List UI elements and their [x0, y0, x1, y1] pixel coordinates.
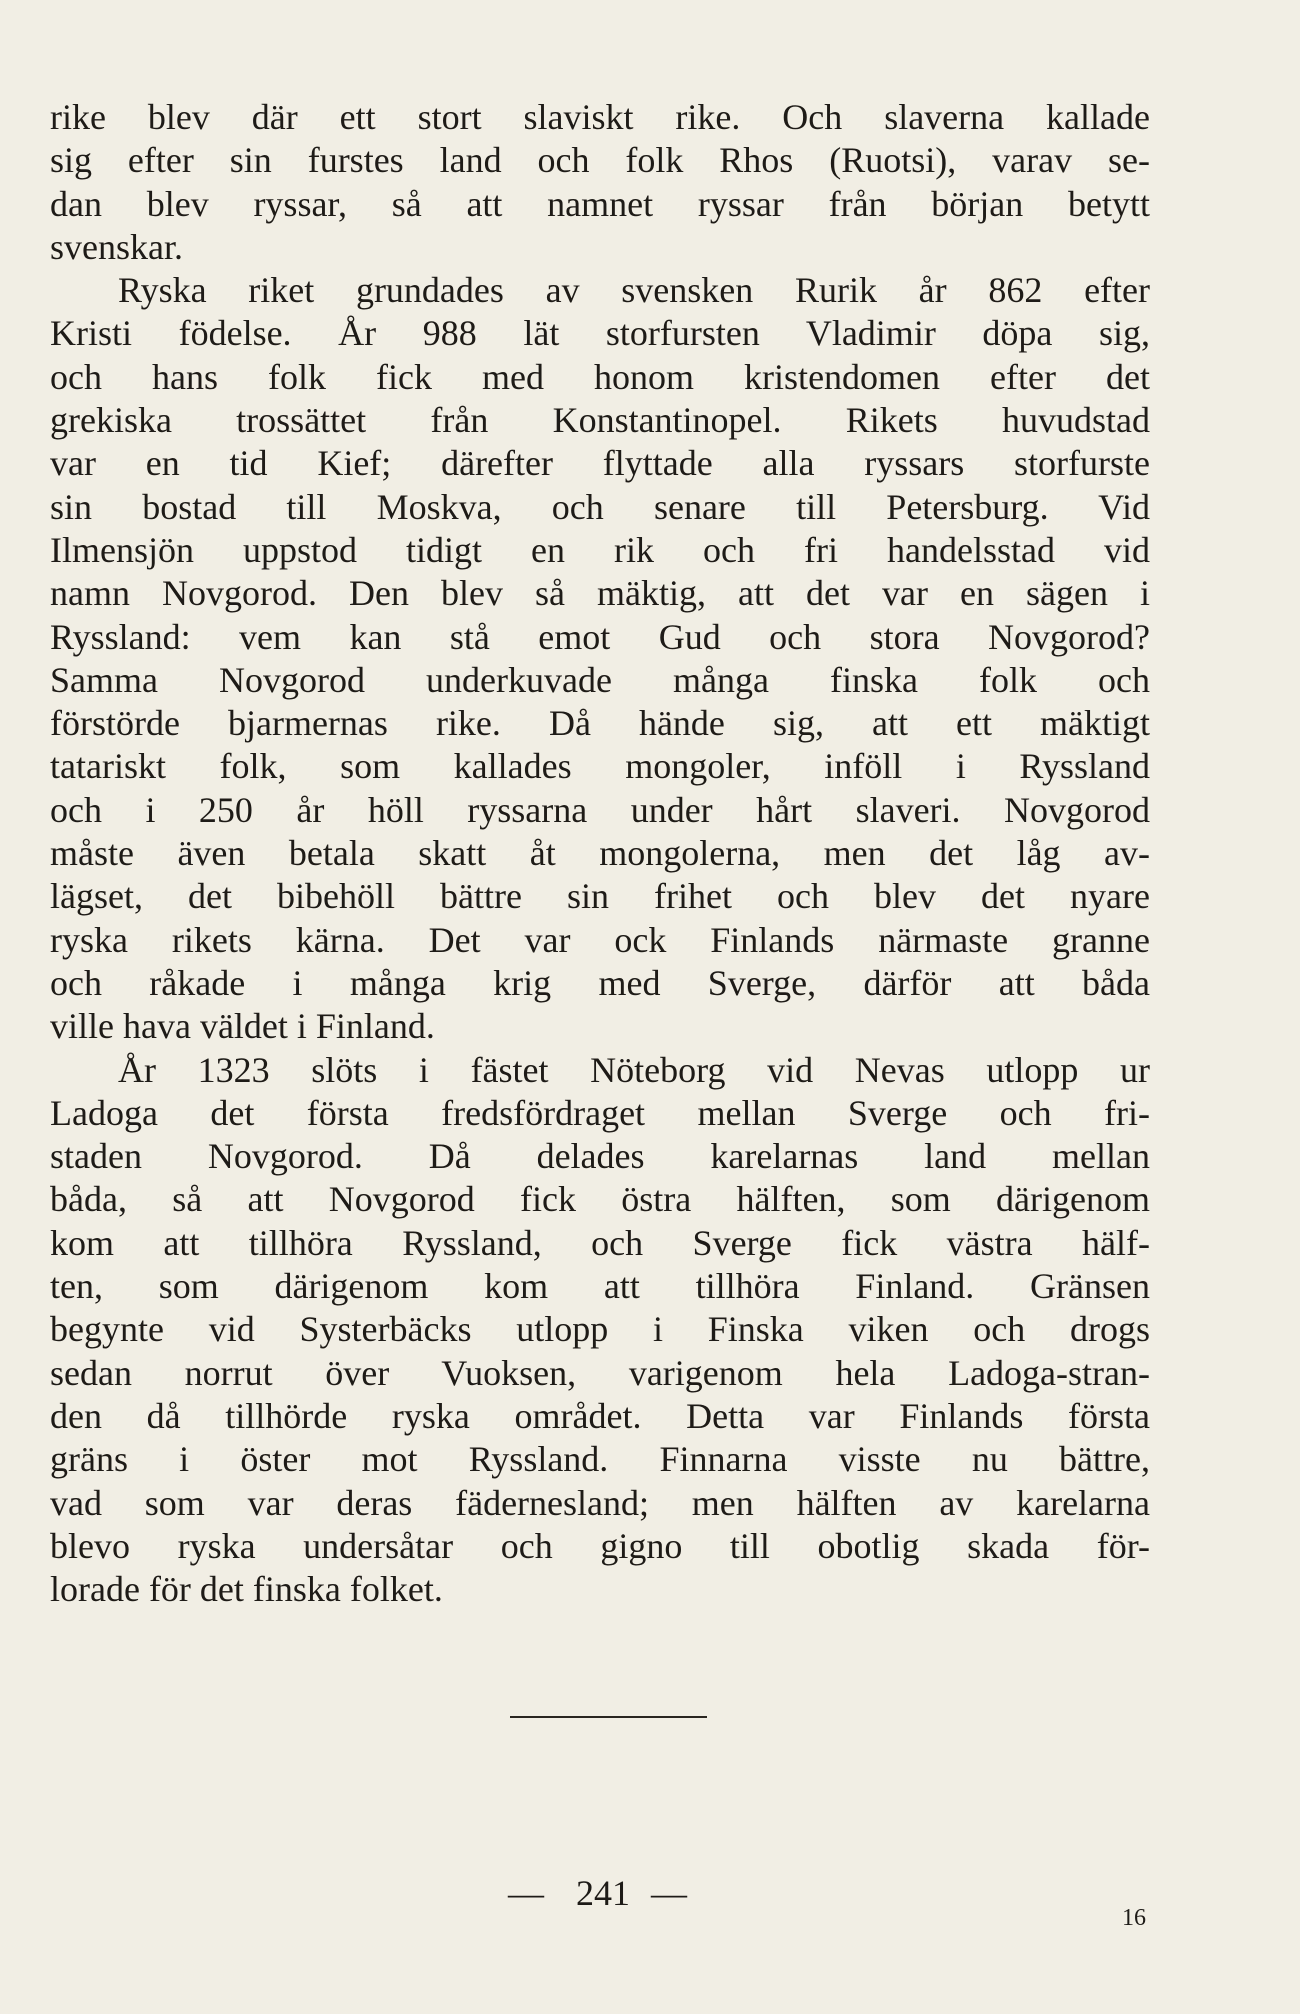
- text-line: var en tid Kief; därefter flyttade alla ryssars storfurste: [50, 443, 1150, 484]
- text-line: staden Novgorod. Då delades karelarnas land mellan: [50, 1136, 1150, 1177]
- page-footer: [0, 1868, 1300, 1918]
- text-line: Ladoga det första fredsfördraget mellan Sverge och fri-: [50, 1092, 1150, 1133]
- text-line: Ryska riket grundades av svensken Rurik år 862 efter: [118, 270, 1150, 311]
- text-line: begynte vid Systerbäcks utlopp i Finska viken och drogs: [50, 1309, 1150, 1350]
- footer-dash-right: —: [651, 1873, 687, 1913]
- text-line: svenskar.: [50, 226, 183, 267]
- text-line: sig efter sin furstes land och folk Rhos (Ruotsi), varav se-: [50, 140, 1150, 181]
- text-line: dan blev ryssar, så att namnet ryssar från början betytt: [50, 183, 1150, 224]
- text-line: Ryssland: vem kan stå emot Gud och stora Novgorod?: [50, 616, 1150, 657]
- signature-mark: 16: [1122, 1905, 1146, 1931]
- text-line: Kristi födelse. År 988 lät storfursten Vladimir döpa sig,: [50, 313, 1150, 354]
- text-line: rike blev där ett stort slaviskt rike. Och slaverna kallade: [50, 97, 1150, 137]
- text-line: lorade för det finska folket.: [50, 1569, 443, 1610]
- text-line: vad som var deras fädernesland; men hälften av karelarna: [50, 1482, 1150, 1523]
- text-line: Samma Novgorod underkuvade många finska folk och: [50, 659, 1150, 700]
- text-line: Ilmensjön uppstod tidigt en rik och fri handelsstad vid: [50, 529, 1150, 570]
- text-line: förstörde bjarmernas rike. Då hände sig, att ett mäktigt: [50, 703, 1150, 744]
- text-line: kom att tillhöra Ryssland, och Sverge fick västra hälf-: [50, 1222, 1150, 1263]
- text-line: den då tillhörde ryska området. Detta var Finlands första: [50, 1395, 1150, 1436]
- text-line: ryska rikets kärna. Det var ock Finlands närmaste granne: [50, 919, 1150, 960]
- text-line: blevo ryska undersåtar och gigno till obotlig skada för-: [50, 1525, 1150, 1566]
- body-text: [50, 96, 1150, 1611]
- text-line: År 1323 slöts i fästet Nöteborg vid Nevas utlopp ur: [118, 1049, 1150, 1090]
- text-line: ten, som därigenom kom att tillhöra Finland. Gränsen: [50, 1266, 1150, 1307]
- text-line: måste även betala skatt åt mongolerna, men det låg av-: [50, 833, 1150, 874]
- text-line: gräns i öster mot Ryssland. Finnarna visste nu bättre,: [50, 1439, 1150, 1480]
- text-line: och i 250 år höll ryssarna under hårt slaveri. Novgorod: [50, 789, 1150, 830]
- text-line: tatariskt folk, som kallades mongoler, inföll i Ryssland: [50, 746, 1150, 787]
- page-number: 241: [576, 1873, 630, 1913]
- text-line: lägset, det bibehöll bättre sin frihet och blev det nyare: [50, 876, 1150, 917]
- text-line: båda, så att Novgorod fick östra hälften, som därigenom: [50, 1179, 1150, 1220]
- text-line: sedan norrut över Vuoksen, varigenom hela Ladoga-stran-: [50, 1352, 1150, 1393]
- footer-dash-left: —: [508, 1873, 544, 1913]
- section-divider: [510, 1716, 707, 1718]
- text-line: sin bostad till Moskva, och senare till Petersburg. Vid: [50, 486, 1150, 527]
- text-line: och hans folk fick med honom kristendomen efter det: [50, 356, 1150, 397]
- text-line: grekiska trossättet från Konstantinopel. Rikets huvudstad: [50, 400, 1150, 441]
- text-line: ville hava väldet i Finland.: [50, 1006, 435, 1047]
- text-line: och råkade i många krig med Sverge, därför att båda: [50, 962, 1150, 1003]
- text-line: namn Novgorod. Den blev så mäktig, att det var en sägen i: [50, 573, 1150, 614]
